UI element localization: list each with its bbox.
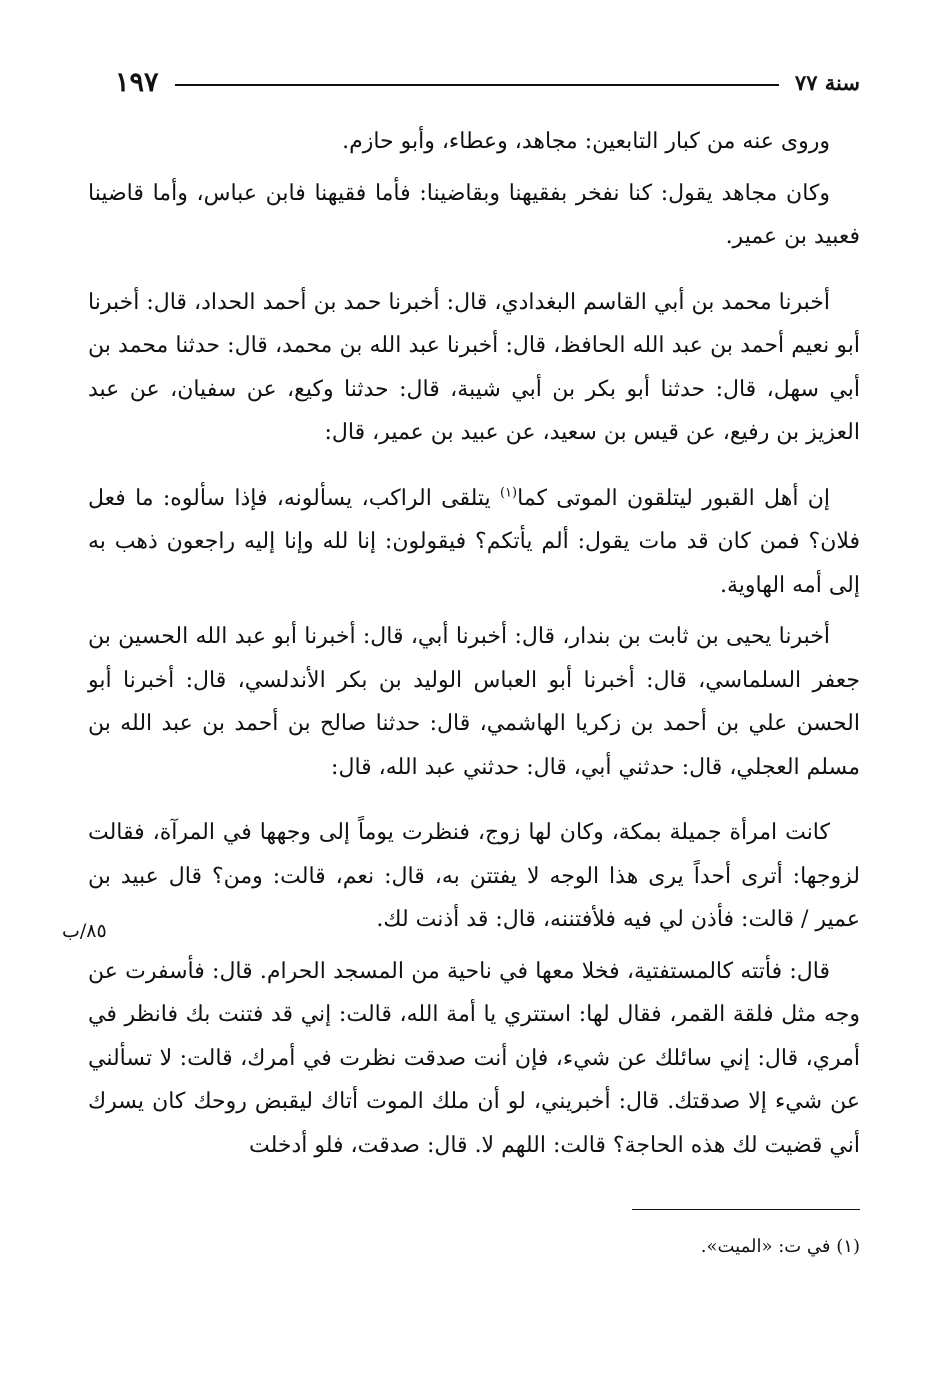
paragraph-graves-text-a: إن أهل القبور ليتلقون الموتى كما xyxy=(517,485,831,511)
header-rule xyxy=(175,84,779,86)
running-title: سنة ٧٧ xyxy=(794,69,860,95)
paragraph-mosque-story: قال: فأتته كالمستفتية، فخلا معها في ناحية من المسجد الحرام. قال: فأسفرت عن وجه مثل فلقة القمر، فقال لها: استتري يا أمة الله، قالت: إني قد فتنت بك فانظر في أمري، قال: إني سائلك عن شيء، فإن أنت صدقت نظرت في أمرك، قالت: لا تسألني عن شيء إلا صدقتك. قال: أخبريني، لو أن ملك الموت أتاك ليقبض روحك كان يسرك أني قضيت لك هذه الحاجة؟ قالت: اللهم لا. قال: صدقت، فلو أدخلت xyxy=(88,958,860,1158)
paragraph-woman-story: كانت امرأة جميلة بمكة، وكان لها زوج، فنظرت يوماً إلى وجهها في المرآة، فقالت لزوجها: أترى أحداً يرى هذا الوجه لا يفتتن به، قال: نعم، قالت: ومن؟ قال عبيد بن عمير / قالت: فأذن لي فيه فلأفتننه، قال: قد أذنت لك. xyxy=(88,820,860,932)
body-text xyxy=(88,120,860,1167)
footnote-divider xyxy=(632,1209,860,1210)
footnote-reference: (١) xyxy=(499,485,518,501)
footnote: (١) في ت: «الميت». xyxy=(700,1236,860,1257)
paragraph-mujahid: وكان مجاهد يقول: كنا نفخر بفقيهنا وبقاضينا: فأما فقيهنا فابن عباس، وأما قاضينا فعبيد بن عمير. xyxy=(88,180,860,249)
paragraph-isnad-1: أخبرنا محمد بن أبي القاسم البغدادي، قال: أخبرنا حمد بن أحمد الحداد، قال: أخبرنا أبو نعيم أحمد بن عبد الله الحافظ، قال: أخبرنا عبد الله بن محمد، قال: حدثنا محمد بن أبي سهل، قال: حدثنا أبو بكر بن أبي شيبة، قال: حدثنا وكيع، عن سفيان، عن عبد العزيز بن رفيع، عن قيس بن سعيد، عن عبيد بن عمير، قال: xyxy=(88,289,860,445)
paragraph-narrators: وروى عنه من كبار التابعين: مجاهد، وعطاء، وأبو حازم. xyxy=(342,129,830,154)
page-header xyxy=(115,62,860,102)
paragraph-graves-text-b: يتلقى الراكب، يسألونه، فإذا سألوه: ما فعل فلان؟ فمن كان قد مات يقول: ألم يأتكم؟ فيقولون: إنا لله وإنا إليه راجعون ذهب به إلى أمه الهاوية. xyxy=(88,485,860,598)
manuscript-folio-note: ٨٥/ب xyxy=(62,920,107,942)
page-number: ١٩٧ xyxy=(115,66,159,98)
paragraph-isnad-2: أخبرنا يحيى بن ثابت بن بندار، قال: أخبرنا أبي، قال: أخبرنا أبو عبد الله الحسين بن جعفر السلماسي، قال: أخبرنا أبو العباس الوليد بن بكر الأندلسي، قال: أخبرنا أبو الحسن علي بن أحمد بن زكريا الهاشمي، قال: حدثنا صالح بن أحمد بن عبد الله بن مسلم العجلي، قال: حدثني أبي، قال: حدثني عبد الله، قال: xyxy=(88,624,860,780)
paragraph-graves xyxy=(88,477,860,608)
